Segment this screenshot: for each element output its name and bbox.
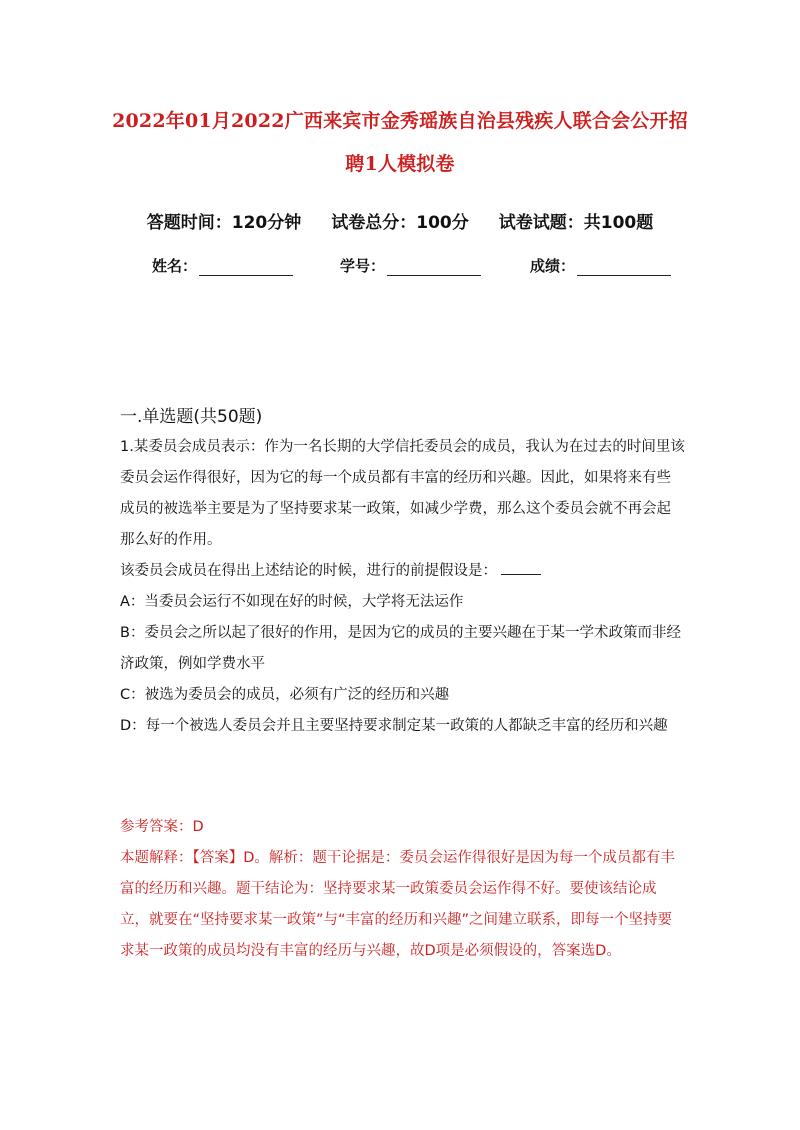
reference-answer: 参考答案：D	[120, 819, 204, 835]
name-blank[interactable]	[199, 259, 293, 276]
question-stem: 1.某委员会成员表示：作为一名长期的大学信托委员会的成员，我认为在过去的时间里该委员会运作得很好，因为它的每一个成员都有丰富的经历和兴趣。因此，如果将来有些成员的被选举主要是为了坚持要求某一政策，如减少学费，那么这个委员会就不再会起那么好的作用。	[120, 439, 685, 548]
section-title: 一.单选题(共50题)	[120, 407, 263, 427]
answer-explanation: 本题解释：【答案】D。解析：题干论据是：委员会运作得很好是因为每一个成员都有丰富的经历和兴趣。题干结论为：坚持要求某一政策委员会运作得不好。要使该结论成立，就要在“坚持要求某一政策”与“丰富的经历和兴趣”之间建立联系，即每一个坚持要求某一政策的成员均没有丰富的经历与兴趣，故D项是必须假设的，答案选D。	[120, 850, 675, 959]
exam-time: 答题时间：120分钟	[146, 213, 302, 233]
option-a[interactable]: A：当委员会运行不如现在好的时候，大学将无法运作	[120, 594, 464, 610]
question-1	[120, 432, 685, 742]
exam-title-line2: 聘1人模拟卷	[345, 153, 455, 175]
option-d[interactable]: D：每一个被选人委员会并且主要坚持要求制定某一政策的人都缺乏丰富的经历和兴趣	[120, 718, 668, 734]
score-blank[interactable]	[577, 259, 671, 276]
score-field[interactable]	[530, 255, 671, 276]
question-prompt-line	[120, 556, 685, 587]
student-id-label: 学号：	[340, 257, 386, 275]
answer-block	[120, 812, 685, 967]
question-prompt: 该委员会成员在得出上述结论的时候，进行的前提假设是：	[120, 563, 497, 579]
student-id-blank[interactable]	[387, 259, 481, 276]
option-b[interactable]: B：委员会之所以起了很好的作用，是因为它的成员的主要兴趣在于某一学术政策而非经济政策，例如学费水平	[120, 625, 681, 672]
options-list	[120, 587, 685, 742]
option-c[interactable]: C：被选为委员会的成员，必须有广泛的经历和兴趣	[120, 687, 450, 703]
exam-total-score: 试卷总分：100分	[331, 213, 469, 233]
answer-blank	[501, 560, 541, 575]
exam-meta	[0, 208, 800, 233]
score-label: 成绩：	[530, 257, 576, 275]
name-label: 姓名：	[152, 257, 198, 275]
exam-title-line1: 2022年01月2022广西来宾市金秀瑶族自治县残疾人联合会公开招	[112, 110, 688, 132]
student-id-field[interactable]	[340, 255, 481, 276]
exam-question-count: 试卷试题：共100题	[498, 213, 654, 233]
name-field[interactable]	[152, 255, 293, 276]
